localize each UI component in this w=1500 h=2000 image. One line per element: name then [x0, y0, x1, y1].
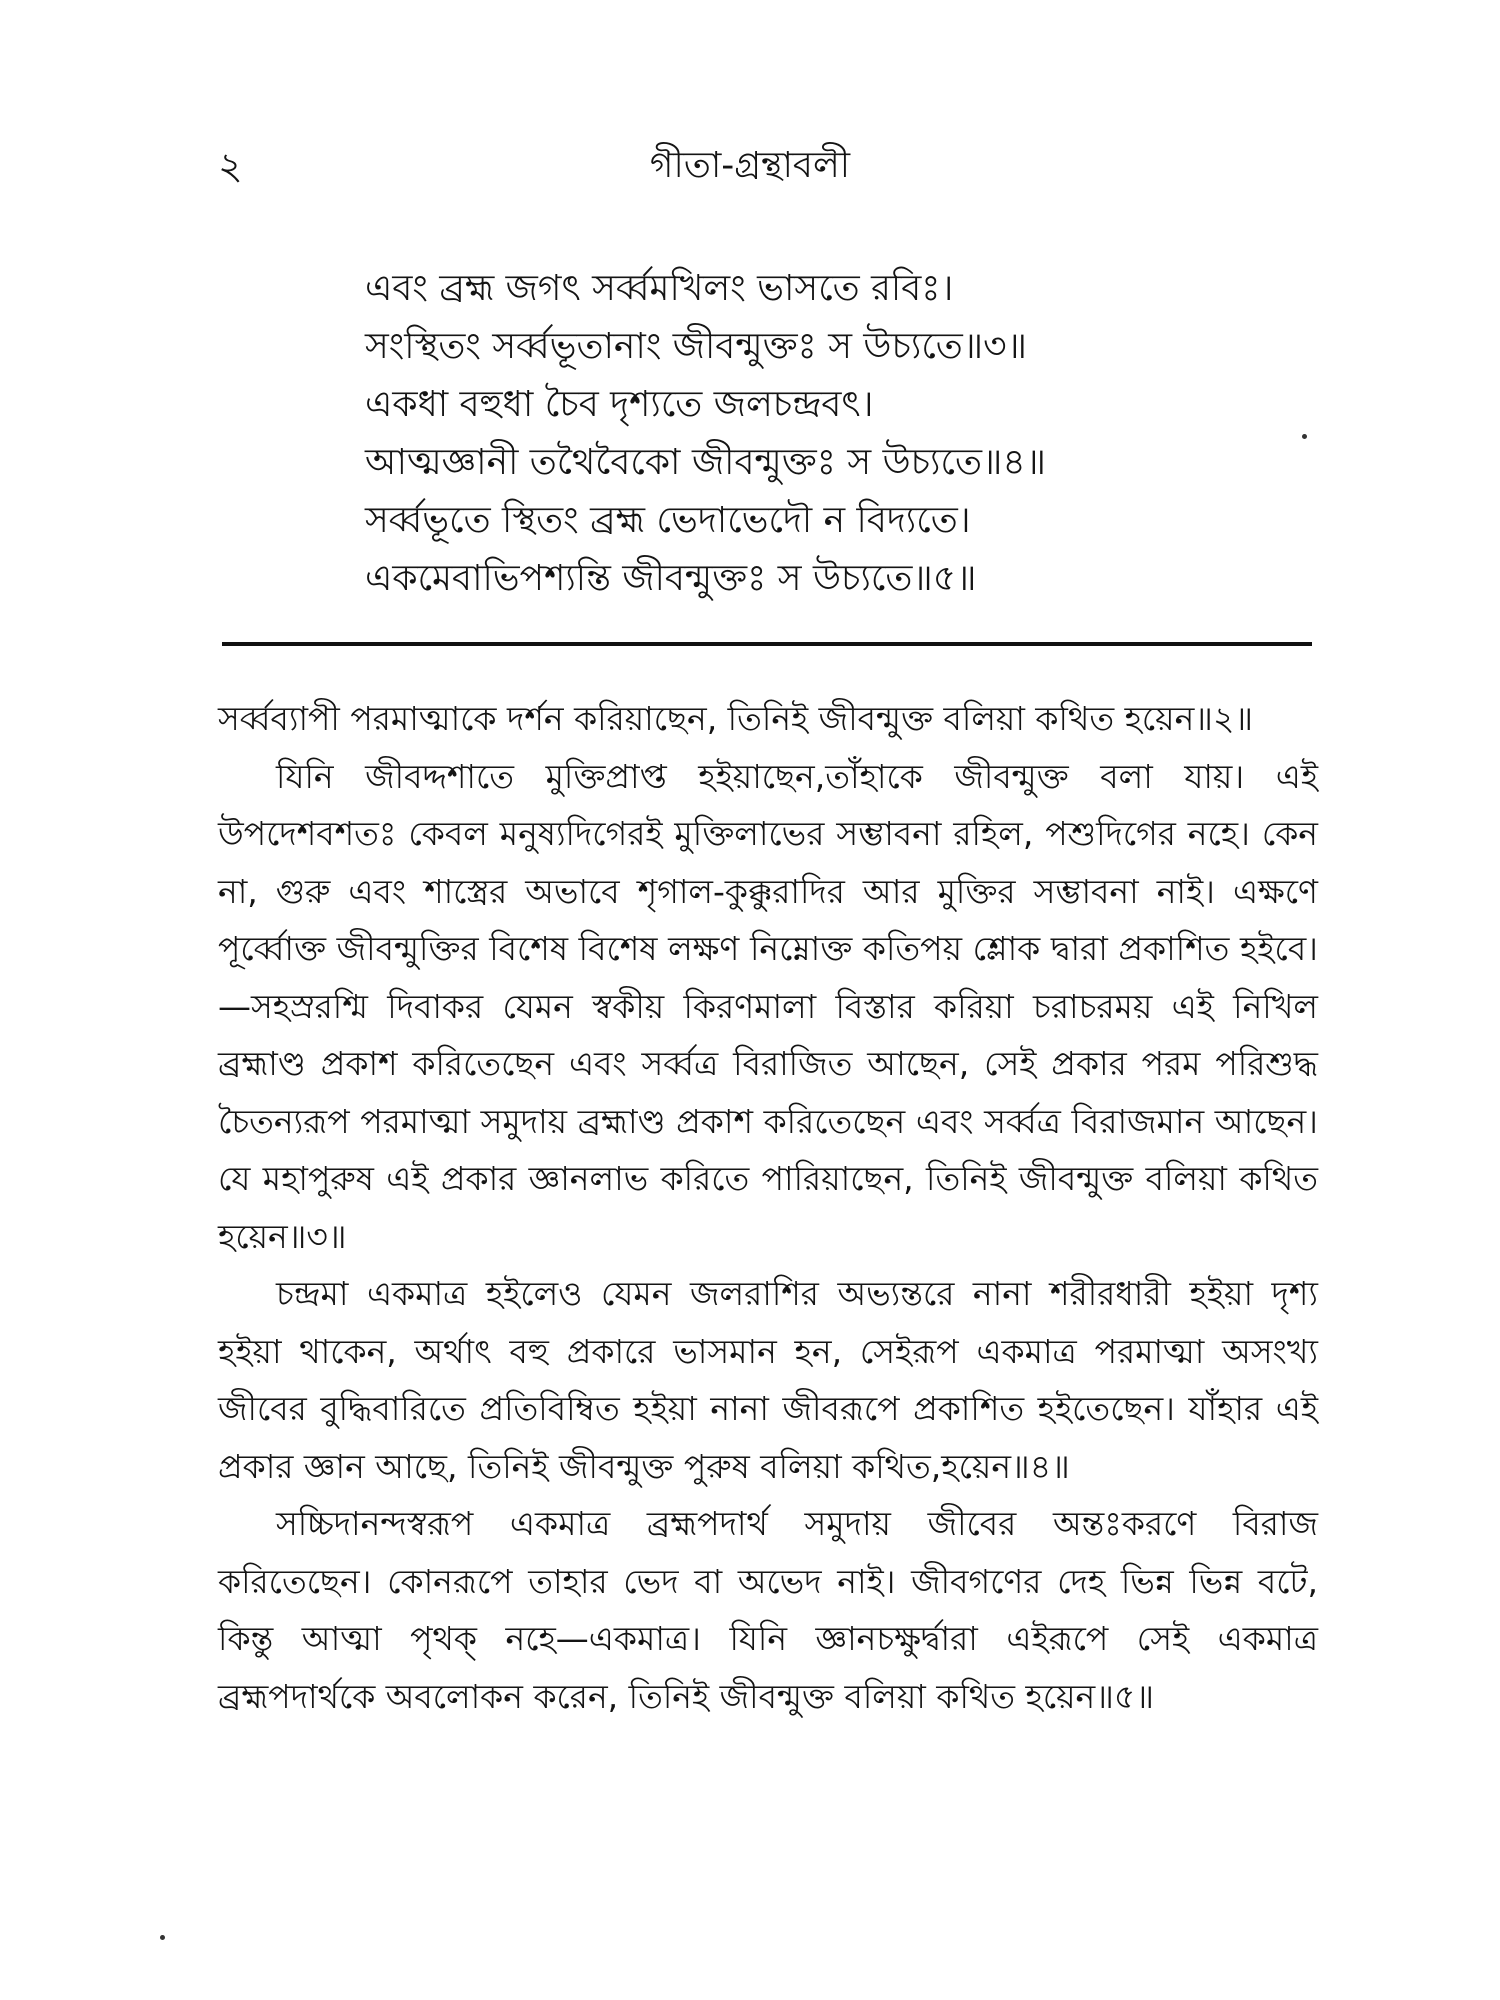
- verse-line: একমেবাভিপশ্যন্তি জীবন্মুক্তঃ স উচ্যতে॥৫॥: [365, 558, 977, 599]
- verse-line: এবং ব্রহ্ম জগৎ সর্ব্বমখিলং ভাসতে রবিঃ।: [365, 268, 954, 309]
- section-divider: [222, 642, 1312, 646]
- commentary-paragraph: যিনি জীবদ্দশাতে মুক্তিপ্রাপ্ত হইয়াছেন,তাঁহাকে জীবন্মুক্ত বলা যায়। এই উপদেশবশতঃ কেবল মনুষ্যদিগেরই মুক্তিলাভের সম্ভাবনা রহিল, পশুদিগের নহে। কেন না, গুরু এবং শাস্ত্রের অভাবে শৃগাল-কুক্কুরাদির আর মুক্তির সম্ভাবনা নাই। এক্ষণে পূর্ব্বোক্ত জীবন্মুক্তির বিশেষ বিশেষ লক্ষণ নিম্নোক্ত কতিপয় শ্লোক দ্বারা প্রকাশিত হইবে।—সহস্ররশ্মি দিবাকর যেমন স্বকীয় কিরণমালা বিস্তার করিয়া চরাচরময় এই নিখিল ব্রহ্মাণ্ড প্রকাশ করিতেছেন এবং সর্ব্বত্র বিরাজিত আছেন, সেই প্রকার পরম পরিশুদ্ধ চৈতন্যরূপ পরমাত্মা সমুদায় ব্রহ্মাণ্ড প্রকাশ করিতেছেন এবং সর্ব্বত্র বিরাজমান আছেন। যে মহাপুরুষ এই প্রকার জ্ঞানলাভ করিতে পারিয়াছেন, তিনিই জীবন্মুক্ত বলিয়া কথিত হয়েন॥৩॥: [218, 756, 1318, 1256]
- commentary-block: [218, 690, 1318, 1725]
- running-title: গীতা-গ্রন্থাবলী: [649, 145, 851, 186]
- commentary-paragraph: সচ্চিদানন্দস্বরূপ একমাত্র ব্রহ্মপদার্থ সমুদায় জীবের অন্তঃকরণে বিরাজ করিতেছেন। কোনরূপে তাহার ভেদ বা অভেদ নাই। জীবগণের দেহ ভিন্ন ভিন্ন বটে, কিন্তু আত্মা পৃথক্ নহে—একমাত্র। যিনি জ্ঞানচক্ষুর্দ্বারা এইরূপে সেই একমাত্র ব্রহ্মপদার্থকে অবলোকন করেন, তিনিই জীবন্মুক্ত বলিয়া কথিত হয়েন॥৫॥: [218, 1504, 1318, 1716]
- scan-speck: [160, 1935, 165, 1940]
- verse-line: সর্ব্বভূতে স্থিতং ব্রহ্ম ভেদাভেদৌ ন বিদ্যতে।: [365, 500, 971, 541]
- commentary-paragraph: চন্দ্রমা একমাত্র হইলেও যেমন জলরাশির অভ্যন্তরে নানা শরীরধারী হইয়া দৃশ্য হইয়া থাকেন, অর্থাৎ বহু প্রকারে ভাসমান হন, সেইরূপ একমাত্র পরমাত্মা অসংখ্য জীবের বুদ্ধিবারিতে প্রতিবিম্বিত হইয়া নানা জীবরূপে প্রকাশিত হইতেছেন। যাঁহার এই প্রকার জ্ঞান আছে, তিনিই জীবন্মুক্ত পুরুষ বলিয়া কথিত,হয়েন॥৪॥: [218, 1274, 1318, 1486]
- commentary-paragraph: সর্ব্বব্যাপী পরমাত্মাকে দর্শন করিয়াছেন, তিনিই জীবন্মুক্ত বলিয়া কথিত হয়েন॥২॥: [218, 699, 1254, 738]
- verse-block: [365, 260, 1365, 608]
- verse-line: আত্মজ্ঞানী তথৈবৈকো জীবন্মুক্তঃ স উচ্যতে॥৪॥: [365, 442, 1047, 483]
- page-number: ২: [218, 144, 243, 188]
- scan-speck: [1302, 434, 1307, 439]
- verse-line: একধা বহুধা চৈব দৃশ্যতে জলচন্দ্রবৎ।: [365, 384, 874, 425]
- verse-line: সংস্থিতং সর্ব্বভূতানাং জীবন্মুক্তঃ স উচ্যতে॥৩॥: [365, 326, 1027, 367]
